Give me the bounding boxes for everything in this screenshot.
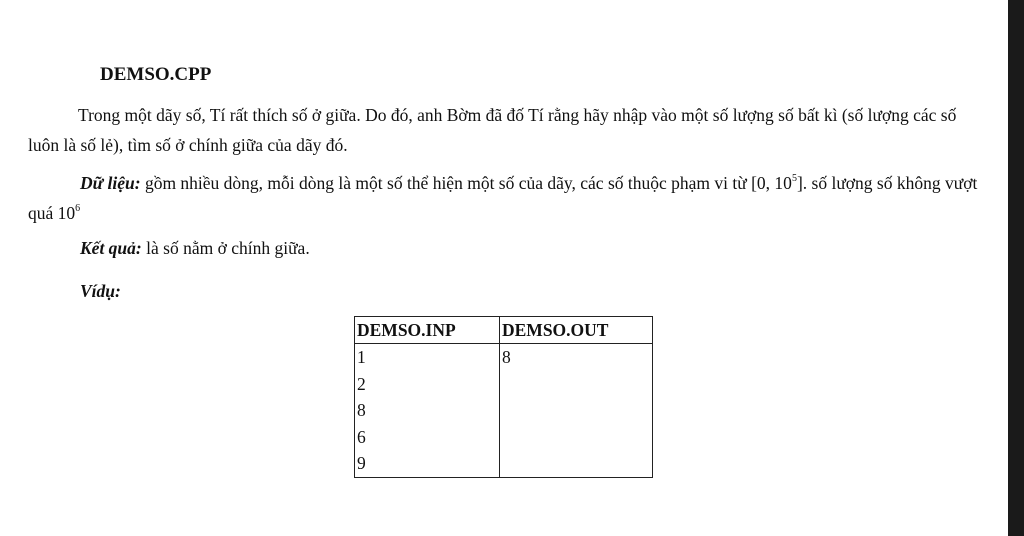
problem-statement: Trong một dãy số, Tí rất thích số ở giữa. Do đó, anh Bờm đã đố Tí rằng hãy nhập vào một số lượng số bất kì (số lượng các số luôn là số lẻ), tìm số ở chính giữa của dãy đó. xyxy=(28,105,957,155)
problem-title: DEMSO.CPP xyxy=(100,64,212,85)
input-cell xyxy=(355,344,500,478)
example-label: Vídụ: xyxy=(80,281,121,301)
limit-exponent: 6 xyxy=(75,203,81,214)
output-line: 8 xyxy=(502,347,511,367)
input-line: 8 xyxy=(357,400,366,420)
output-text: là số nằm ở chính giữa. xyxy=(146,238,310,258)
input-line: 9 xyxy=(357,453,366,473)
input-line: 1 xyxy=(357,347,366,367)
input-label: Dữ liệu: xyxy=(80,173,141,193)
input-text-end: ]. số lượng số không vượt quá 10 xyxy=(28,173,978,223)
input-text: gồm nhiều dòng, mỗi dòng là một số thể hiện một số của dãy, các số thuộc phạm vi từ [0, 10 xyxy=(144,173,792,193)
input-description xyxy=(28,168,978,228)
input-line: 2 xyxy=(357,373,366,394)
output-file-header: DEMSO.OUT xyxy=(500,317,653,344)
output-cell xyxy=(500,344,653,478)
input-exponent: 5 xyxy=(791,173,797,184)
input-line: 6 xyxy=(357,426,366,447)
example-table xyxy=(354,316,653,478)
output-label: Kết quả: xyxy=(80,238,142,258)
output-description xyxy=(80,238,310,259)
viewer-edge xyxy=(1008,0,1024,536)
input-file-header: DEMSO.INP xyxy=(355,317,500,344)
